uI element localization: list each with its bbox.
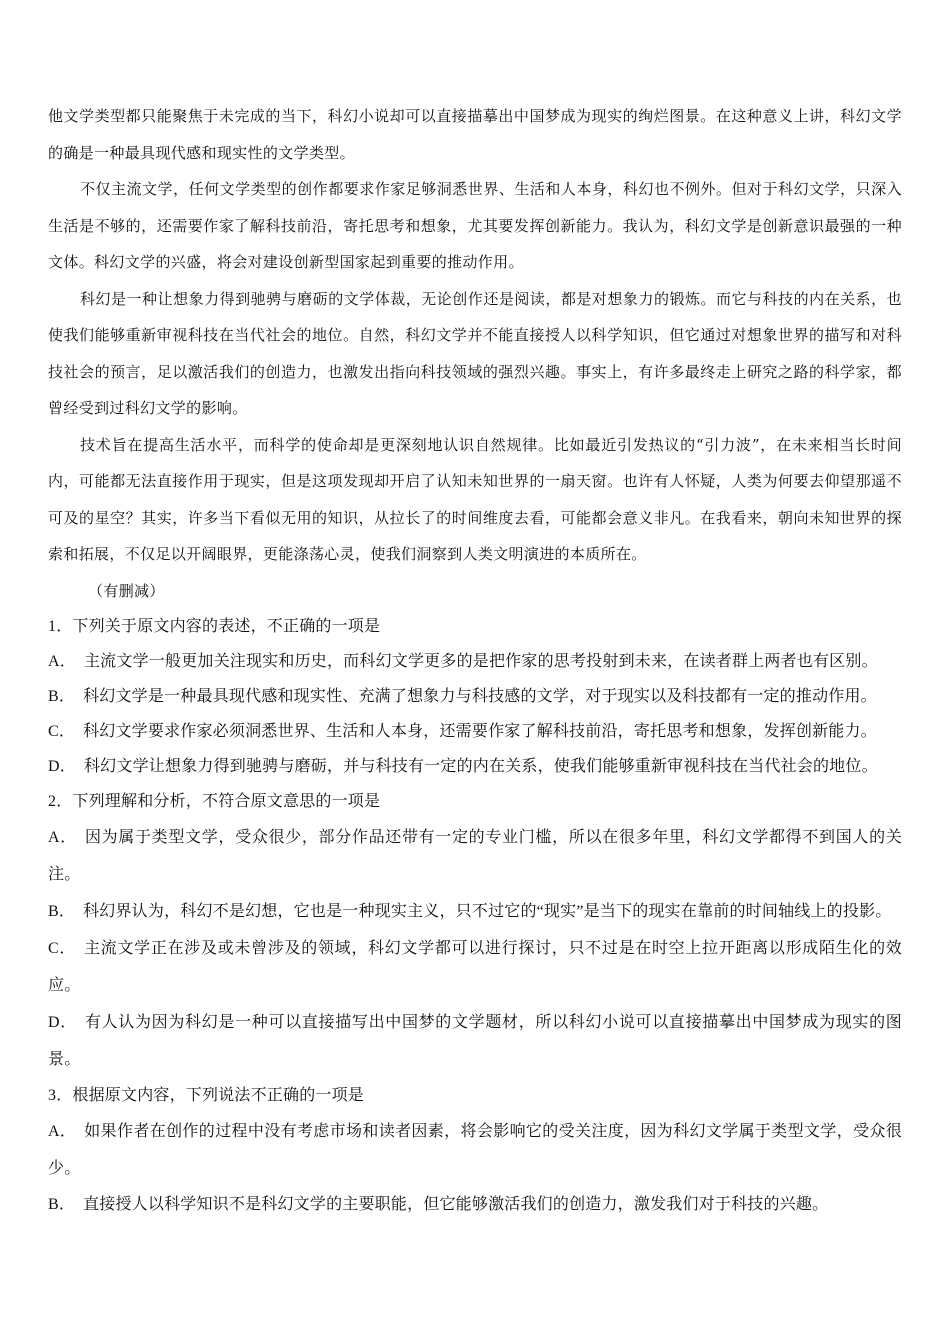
question-1	[48, 609, 902, 784]
option-text: 主流文学一般更加关注现实和历史，而科幻文学更多的是把作家的思考投射到未来，在读者群上两者也有区别。	[83, 653, 878, 670]
option-text: 科幻界认为，科幻不是幻想，它也是一种现实主义，只不过它的“现实”是当下的现实在靠前的时间轴线上的投影。	[83, 903, 892, 920]
option-b	[48, 679, 902, 714]
option-b	[48, 893, 902, 930]
option-label: C．	[48, 723, 76, 740]
option-label: A．	[48, 653, 76, 670]
passage-paragraph-3: 科幻是一种让想象力得到驰骋与磨砺的文学体裁，无论创作还是阅读，都是对想象力的锻炼。而它与科技的内在关系，也使我们能够重新审视科技在当代社会的地位。自然，科幻文学并不能直接授人以科学知识，但它通过对想象世界的描写和对科技社会的预言，足以激活我们的创造力，也激发出指向科技领域的强烈兴趣。事实上，有许多最终走上研究之路的科学家，都曾经受到过科幻文学的影响。	[48, 289, 902, 417]
question-stem: 3．根据原文内容，下列说法不正确的一项是	[48, 1087, 365, 1104]
question-stem: 2．下列理解和分析，不符合原文意思的一项是	[48, 793, 381, 810]
question-2	[48, 784, 902, 1078]
reading-passage	[48, 98, 902, 609]
passage-paragraph-2: 不仅主流文学，任何文学类型的创作都要求作家足够洞悉世界、生活和人本身，科幻也不例外。但对于科幻文学，只深入生活是不够的，还需要作家了解科技前沿，寄托思考和想象，尤其要发挥创新能力。我认为，科幻文学是创新意识最强的一种文体。科幻文学的兴盛，将会对建设创新型国家起到重要的推动作用。	[48, 180, 902, 271]
option-text: 直接授人以科学知识不是科幻文学的主要职能，但它能够激活我们的创造力，激发我们对于科技的兴趣。	[83, 1196, 829, 1213]
option-text: 主流文学正在涉及或未曾涉及的领域，科幻文学都可以进行探讨，只不过是在时空上拉开距离以形成陌生化的效应。	[48, 940, 902, 994]
passage-paragraph-1: 他文学类型都只能聚焦于未完成的当下，科幻小说却可以直接描摹出中国梦成为现实的绚烂图景。在这种意义上讲，科幻文学的确是一种最具现代感和现实性的文学类型。	[48, 107, 902, 162]
option-text: 科幻文学是一种最具现代感和现实性、充满了想象力与科技感的文学，对于现实以及科技都有一定的推动作用。	[83, 688, 877, 705]
option-d	[48, 1004, 902, 1078]
option-text: 科幻文学让想象力得到驰骋与磨砺，并与科技有一定的内在关系，使我们能够重新审视科技在当代社会的地位。	[83, 758, 878, 775]
option-a	[48, 1113, 902, 1187]
document-page	[48, 98, 902, 1222]
option-label: B．	[48, 688, 76, 705]
option-label: C．	[48, 940, 77, 957]
option-c	[48, 714, 902, 749]
option-label: D．	[48, 1014, 77, 1031]
passage-paragraph-4: 技术旨在提高生活水平，而科学的使命却是更深刻地认识自然规律。比如最近引发热议的“引力波”，在未来相当长时间内，可能都无法直接作用于现实，但是这项发现却开启了认知未知世界的一扇天窗。也许有人怀疑，人类为何要去仰望那遥不可及的星空？其实，许多当下看似无用的知识，从拉长了的时间维度去看，可能都会意义非凡。在我看来，朝向未知世界的探索和拓展，不仅足以开阔眼界，更能涤荡心灵，使我们洞察到人类文明演进的本质所在。	[48, 435, 902, 563]
option-text: 如果作者在创作的过程中没有考虑市场和读者因素，将会影响它的受关注度，因为科幻文学属于类型文学，受众很少。	[48, 1123, 902, 1177]
question-stem: 1．下列关于原文内容的表述，不正确的一项是	[48, 618, 381, 635]
option-label: B．	[48, 1196, 76, 1213]
option-text: 科幻文学要求作家必须洞悉世界、生活和人本身，还需要作家了解科技前沿，寄托思考和想象，发挥创新能力。	[83, 723, 877, 740]
question-list	[48, 609, 902, 1222]
option-b	[48, 1187, 902, 1222]
option-label: D．	[48, 758, 76, 775]
option-label: A．	[48, 829, 77, 846]
option-text: 有人认为因为科幻是一种可以直接描写出中国梦的文学题材，所以科幻小说可以直接描摹出中国梦成为现实的图景。	[48, 1014, 902, 1068]
option-a	[48, 644, 902, 679]
option-d	[48, 749, 902, 784]
option-label: B．	[48, 903, 76, 920]
source-note: （有删减）	[88, 581, 165, 600]
question-3	[48, 1078, 902, 1222]
option-label: A．	[48, 1123, 77, 1140]
option-c	[48, 930, 902, 1004]
option-a	[48, 819, 902, 893]
option-text: 因为属于类型文学，受众很少，部分作品还带有一定的专业门槛，所以在很多年里，科幻文学都得不到国人的关注。	[48, 829, 902, 883]
